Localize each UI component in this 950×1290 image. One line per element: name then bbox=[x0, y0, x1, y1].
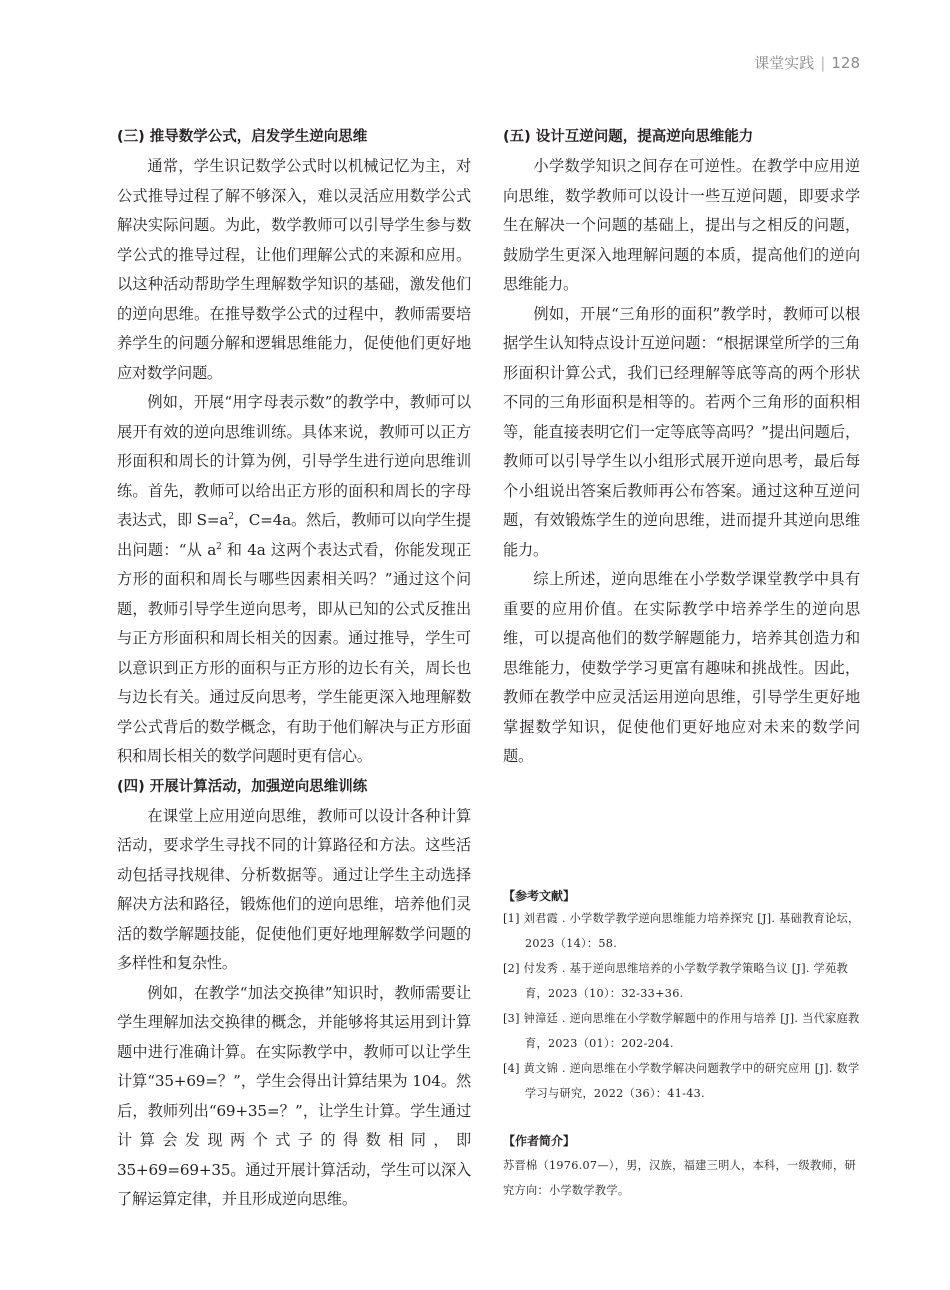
references bbox=[503, 886, 860, 1106]
references-title: 【参考文献】 bbox=[503, 889, 576, 903]
paragraph-with-formula bbox=[117, 388, 471, 772]
paragraph: 小学数学知识之间存在可逆性。在教学中应用逆向思维，数学教师可以设计一些互逆问题，即要求学生在解决一个问题的基础上，提出与之相反的问题，鼓励学生更深入地理解问题的本质，提高他们的逆向思维能力。 bbox=[503, 157, 860, 293]
superscript: 2 bbox=[228, 512, 234, 522]
paragraph: 例如，开展“三角形的面积”教学时，教师可以根据学生认知特点设计互逆问题：“根据课堂所学的三角形面积计算公式，我们已经理解等底等高的两个形状不同的三角形面积是相等的。若两个三角形的面积相等，能直接表明它们一定等底等高吗？”提出问题后，教师可以引导学生以小组形式展开逆向思考，最后每个小组说出答案后教师再公布答案。通过这种互逆问题，有效锻炼学生的逆向思维，进而提升其逆向思维能力。 bbox=[503, 304, 860, 559]
section-heading-5: (五) 设计互逆问题，提高逆向思维能力 bbox=[503, 129, 754, 145]
superscript: 2 bbox=[216, 541, 222, 552]
paragraph: 综上所述，逆向思维在小学数学课堂教学中具有重要的应用价值。在实际教学中培养学生的逆向思维，可以提高他们的数学解题能力，培养其创造力和思维能力，使数学学习更富有趣味和挑战性。因此，教师在教学中应灵活运用逆向思维，引导学生更好地掌握数学知识，促使他们更好地应对未来的数学问题。 bbox=[503, 570, 860, 765]
author-text: 苏晋棉（1976.07—），男，汉族，福建三明人，本科，一级教师，研究方向：小学数学教学。 bbox=[503, 1159, 856, 1197]
text-run: 例如，开展“用字母表示数”的教学中，教师可以展开有效的逆向思维训练。具体来说，教师可以正方形面积和周长的计算为例，引导学生进行逆向思维训练。首先，教师可以给出正方形的面积和周长的字母表达式，即 S=a bbox=[117, 393, 471, 529]
author-title: 【作者简介】 bbox=[503, 1134, 576, 1148]
section-heading-4: (四) 开展计算活动，加强逆向思维训练 bbox=[117, 778, 368, 795]
running-header bbox=[700, 52, 860, 73]
text-run: ，C=4a。然后，教师可以向学生提出问题：“从 a bbox=[117, 511, 471, 559]
section-name: 课堂实践 bbox=[754, 54, 815, 72]
paragraph: 通常，学生识记数学公式时以机械记忆为主，对公式推导过程了解不够深入，难以灵活应用数学公式解决实际问题。为此，数学教师可以引导学生参与数学公式的推导过程，让他们理解公式的来源和应用。以这种活动帮助学生理解数学知识的基础，激发他们的逆向思维。在推导数学公式的过程中，教师需要培养学生的问题分解和逻辑思维能力，促使他们更好地应对数学问题。 bbox=[117, 157, 471, 382]
paragraph: 在课堂上应用逆向思维，教师可以设计各种计算活动，要求学生寻找不同的计算路径和方法。这些活动包括寻找规律、分析数据等。通过让学生主动选择解决方法和路径，锻炼他们的逆向思维，培养他们灵活的数学解题技能，促使他们更好地理解数学问题的多样性和复杂性。 bbox=[117, 806, 471, 972]
paragraph: 例如，在教学“加法交换律”知识时，教师需要让学生理解加法交换律的概念，并能够将其运用到计算题中进行准确计算。在实际教学中，教师可以让学生计算“35+69=？”，学生会得出计算结果为 104。然后，教师列出“69+35=？”，让学生计算。学生通过计算会发现两个式子的得数相同，即 35+69=69+35。通过开展计算活动，学生可以深入了解运算定律，并且形成逆向思维。 bbox=[117, 983, 471, 1208]
left-column bbox=[117, 122, 471, 1215]
section-heading-3: (三) 推导数学公式，启发学生逆向思维 bbox=[117, 129, 368, 145]
author-bio bbox=[503, 1131, 860, 1203]
right-column bbox=[503, 122, 860, 772]
reference-item: [2] 付发秀 . 基于逆向思维培养的小学数学教学策略刍议 [J]. 学苑教育，2023（10）：32-33+36. bbox=[503, 962, 849, 1000]
text-run: 和 4a 这两个表达式看，你能发现正方形的面积和周长与哪些因素相关吗？”通过这个问题，教师引导学生逆向思考，即从已知的公式反推出与正方形面积和周长相关的因素。通过推导，学生可以意识到正方形的面积与正方形的边长有关，周长也与边长有关。通过反向思考，学生能更深入地理解数学公式背后的数学概念，有助于他们解决与正方形面积和周长相关的数学问题时更有信心。 bbox=[117, 540, 472, 765]
reference-item: [1] 刘君霞 . 小学数学教学逆向思维能力培养探究 [J]. 基础教育论坛，2023（14）：58. bbox=[503, 912, 860, 950]
header-divider: | bbox=[820, 54, 826, 72]
reference-item: [3] 钟漳廷 . 逆向思维在小学数学解题中的作用与培养 [J]. 当代家庭教育，2023（01）：202-204. bbox=[503, 1012, 860, 1050]
reference-item: [4] 黄文锦 . 逆向思维在小学数学解决问题教学中的研究应用 [J]. 数学学习与研究，2022（36）：41-43. bbox=[503, 1062, 860, 1100]
page-number: 128 bbox=[831, 54, 860, 72]
